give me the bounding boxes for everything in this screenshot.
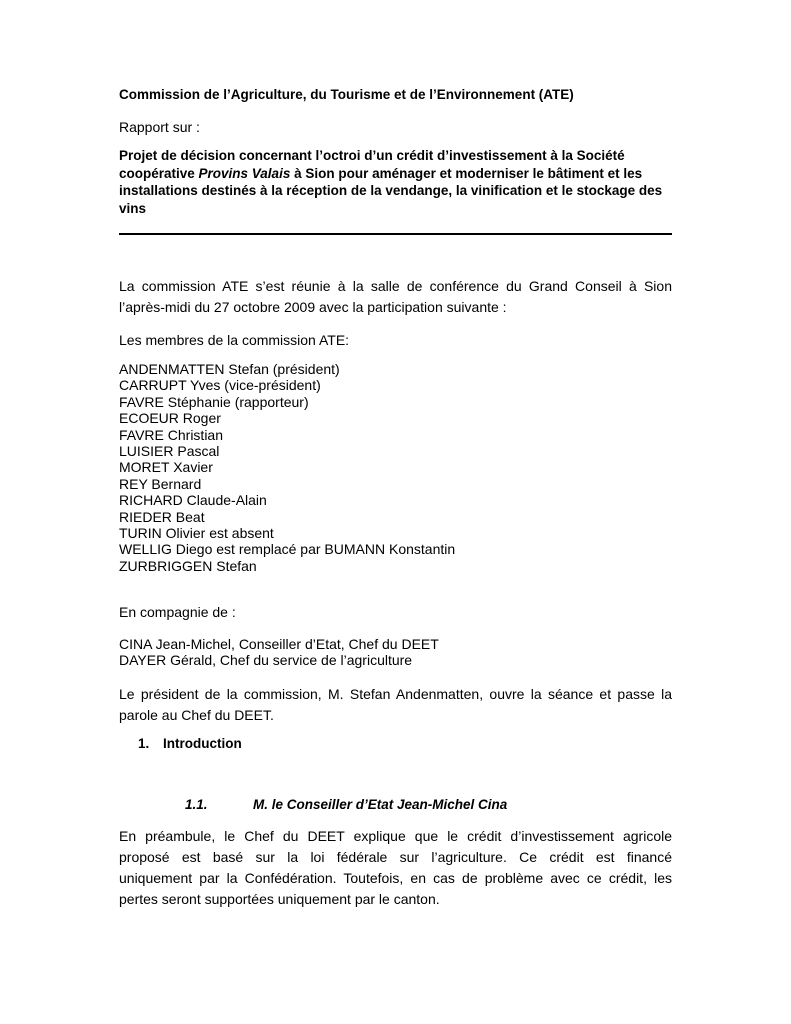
project-title-line: Projet de décision concernant l’octroi d’un crédit d’investissement à la Société <box>119 148 625 163</box>
subsection-heading-cina <box>185 797 507 812</box>
paragraph-line: pertes seront supportées uniquement par le canton. <box>119 891 440 907</box>
member-item: ZURBRIGGEN Stefan <box>119 557 257 574</box>
member-item: TURIN Olivier est absent <box>119 525 274 542</box>
guest-item: CINA Jean-Michel, Conseiller d’Etat, Chef du DEET <box>119 636 439 652</box>
project-title-line: vins <box>119 200 147 216</box>
section-number: 1. <box>138 736 150 751</box>
president-paragraph <box>119 684 672 726</box>
subsection-number: 1.1. <box>185 797 208 812</box>
project-title-line: installations destinés à la réception de la vendange, la vinification et le stockage des <box>119 183 663 198</box>
members-label: Les membres de la commission ATE: <box>119 332 350 348</box>
member-item: RICHARD Claude-Alain <box>119 492 267 509</box>
section-heading-introduction <box>138 736 242 751</box>
project-company-name: Provins Valais <box>198 165 291 181</box>
paragraph-line: La commission ATE s’est réunie à la salle de conférence du Grand Conseil à Sion <box>119 278 672 294</box>
member-item: REY Bernard <box>119 475 202 492</box>
meeting-paragraph <box>119 276 672 318</box>
guests-list <box>119 636 439 669</box>
paragraph-line: Le président de la commission, M. Stefan Andenmatten, ouvre la séance et passe la <box>119 686 672 702</box>
member-item: ECOEUR Roger <box>119 410 221 427</box>
project-title-text: coopérative <box>119 165 199 181</box>
company-label: En compagnie de : <box>119 604 236 620</box>
member-item: FAVRE Christian <box>119 426 223 443</box>
project-title-text: à Sion pour aménager et moderniser le bâtiment et les <box>290 165 643 181</box>
member-item: WELLIG Diego est remplacé par BUMANN Konstantin <box>119 541 456 558</box>
preamble-paragraph <box>119 826 672 910</box>
member-item: ANDENMATTEN Stefan (président) <box>119 361 340 377</box>
subsection-title: M. le Conseiller d’Etat Jean-Michel Cina <box>253 797 508 812</box>
paragraph-line: parole au Chef du DEET. <box>119 707 274 723</box>
project-title-line <box>119 165 679 183</box>
member-item: LUISIER Pascal <box>119 443 220 460</box>
project-title <box>119 147 679 217</box>
member-item: MORET Xavier <box>119 459 213 476</box>
member-item: CARRUPT Yves (vice-président) <box>119 377 321 394</box>
paragraph-line: l’après-midi du 27 octobre 2009 avec la participation suivante : <box>119 299 507 315</box>
rapport-label: Rapport sur : <box>119 119 200 135</box>
guest-item: DAYER Gérald, Chef du service de l’agriculture <box>119 652 413 669</box>
horizontal-divider <box>119 233 672 235</box>
paragraph-line: proposé est basé sur la loi fédérale sur l’agriculture. Ce crédit est financé <box>119 849 672 865</box>
member-item: FAVRE Stéphanie (rapporteur) <box>119 393 309 410</box>
member-item: RIEDER Beat <box>119 508 205 525</box>
commission-title: Commission de l’Agriculture, du Tourisme et de l’Environnement (ATE) <box>119 87 574 102</box>
members-list <box>119 361 455 574</box>
paragraph-line: uniquement par la Confédération. Toutefois, en cas de problème avec ce crédit, les <box>119 870 672 886</box>
paragraph-line: En préambule, le Chef du DEET explique que le crédit d’investissement agricole <box>119 828 672 844</box>
section-title: Introduction <box>163 736 242 751</box>
